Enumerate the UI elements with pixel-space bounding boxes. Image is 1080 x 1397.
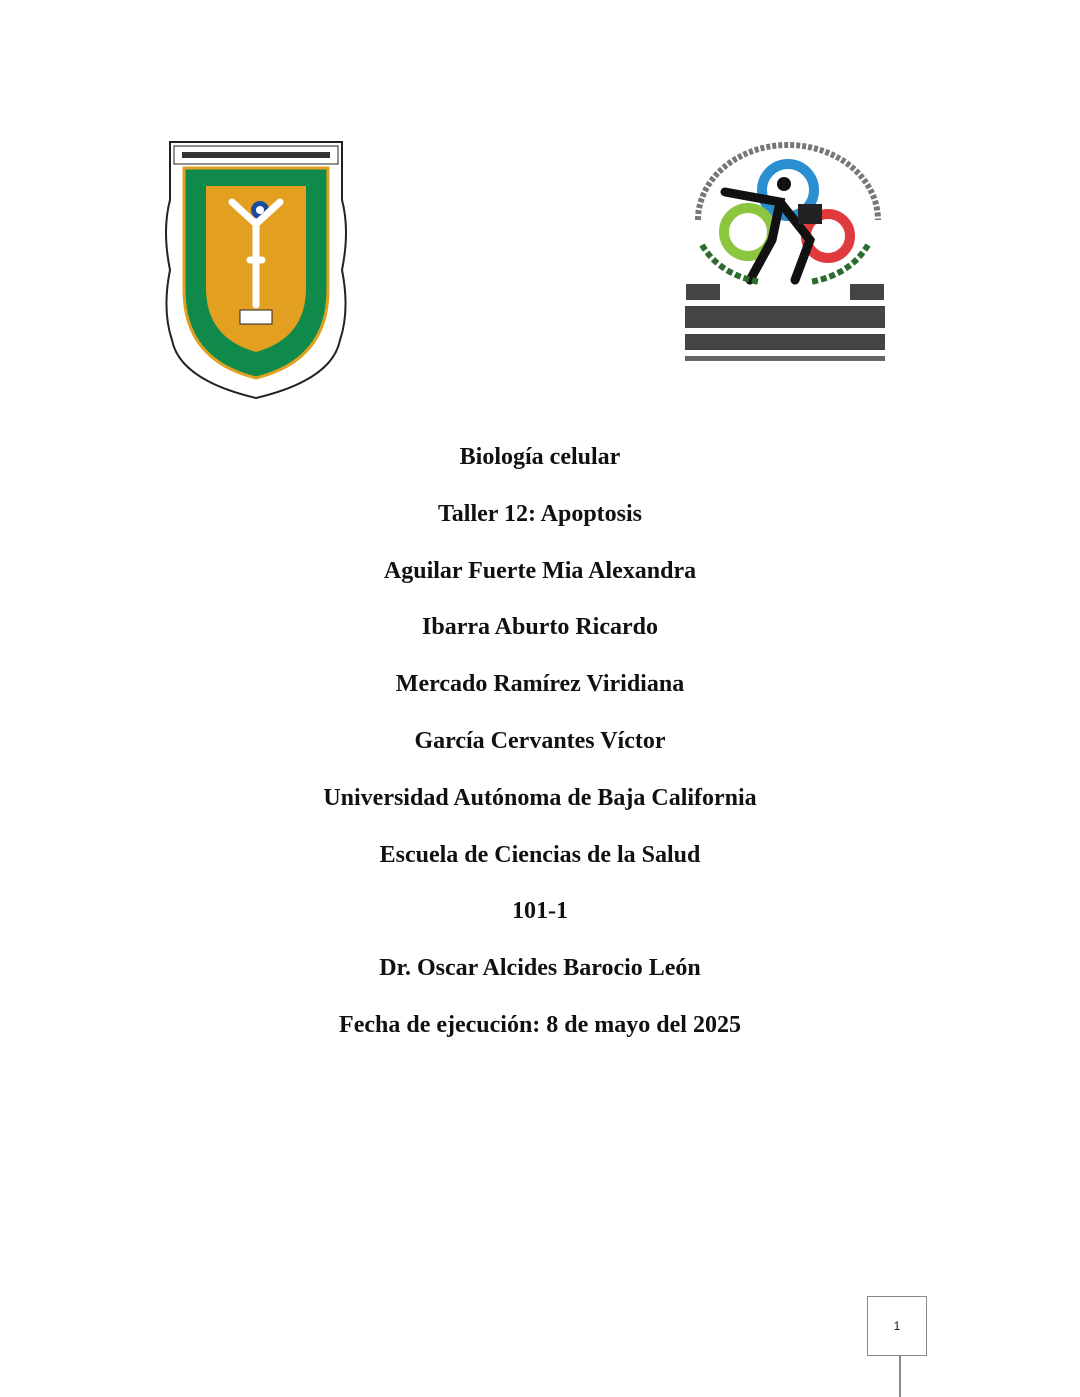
ciencias-salud-logo <box>680 140 890 368</box>
author-name: Ibarra Aburto Ricardo <box>422 614 658 641</box>
uabc-shield-logo <box>162 140 350 402</box>
author-name: García Cervantes Víctor <box>414 727 666 754</box>
university-name: Universidad Autónoma de Baja California <box>323 784 757 811</box>
author-name: Mercado Ramírez Viridiana <box>395 671 685 698</box>
assignment-title: Taller 12: Apoptosis <box>437 500 643 527</box>
professor-name: Dr. Oscar Alcides Barocio León <box>379 955 701 982</box>
author-name: Aguilar Fuerte Mia Alexandra <box>383 557 697 584</box>
school-name: Escuela de Ciencias de la Salud <box>379 841 701 868</box>
course-name: Biología celular <box>459 444 621 470</box>
page-number-stem <box>899 1356 901 1397</box>
execution-date: Fecha de ejecución: 8 de mayo del 2025 <box>339 1011 741 1038</box>
page-number-box <box>867 1296 927 1356</box>
group-number: 101-1 <box>512 898 568 925</box>
page-number: 1 <box>893 1319 901 1333</box>
cover-title-block <box>0 437 1080 1062</box>
